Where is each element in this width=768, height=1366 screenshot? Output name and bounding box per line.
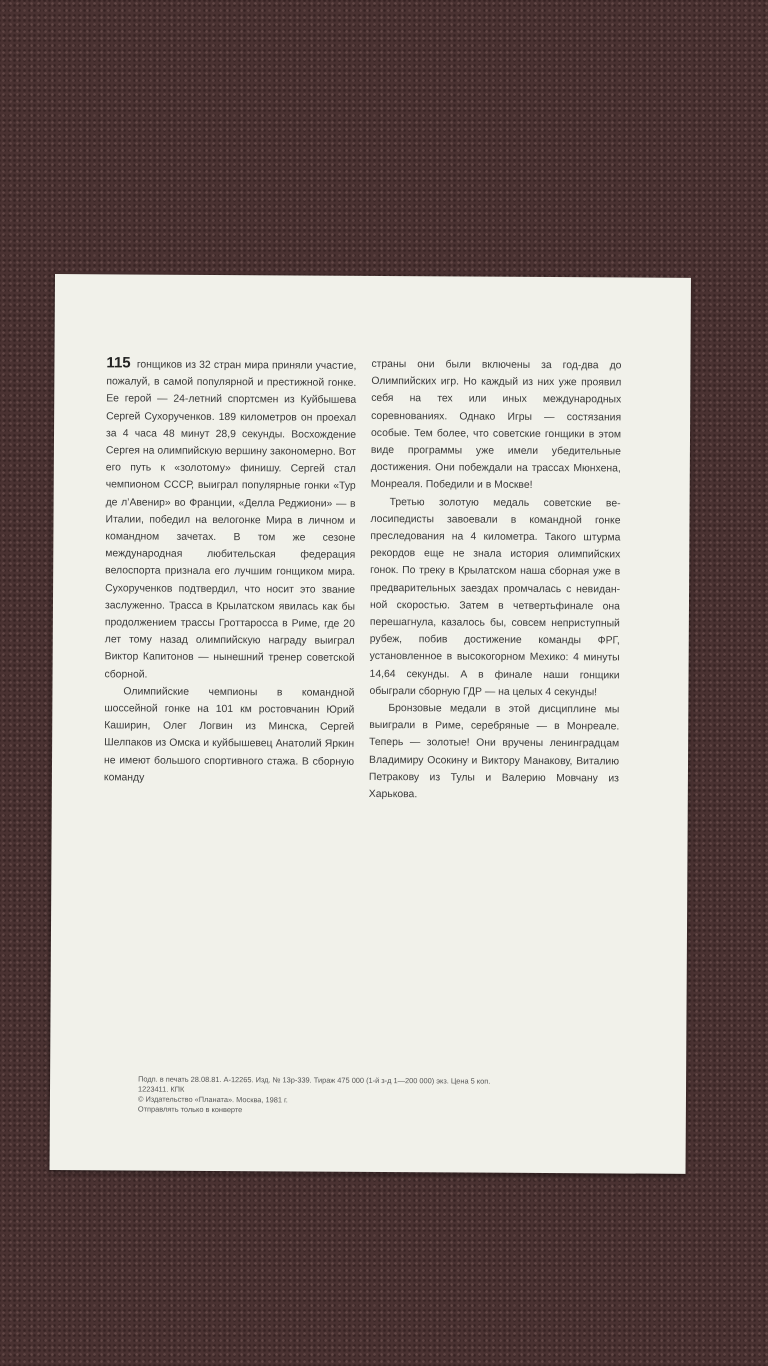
text-column-left — [104, 354, 357, 788]
imprint-line: Отправлять только в конверте — [137, 1104, 243, 1115]
imprint-line: © Издательство «Планата». Москва, 1981 г. — [137, 1094, 288, 1105]
paragraph-text: гонщиков из 32 стран мира приняли участие, пожалуй, в самой популярной и престижной гонке. Ее герой — 24-летний спортсмен из Куйбышева Сергей Сухорученков. 189 километров он проехал за 4 часа 48 минут 28,9 секунды. Восхождение Сергея на олимпийскую вершину закономерно. Вот его путь к «золотому» финишу. Сергей стал чемпионом СССР, выиграл популярные гонки «Тур де л’Авенир» во Франции, «Делла Реджиони» — в Италии, победил на велогонке Мира в личном и командном зачетах. В том же сезоне международная любительская федерация велоспорта признала его лучшим гонщиком мира. Сухорученков подтвердил, что носит это звание заслуженно. Трасса в Крылатском явилась как бы продолжением трассы Гроттаросса в Риме, где 20 лет тому назад олимпийскую награду выиграл Виктор Капитонов — нынешний тренер советской сборной. — [104, 359, 357, 681]
postcard-back — [50, 274, 691, 1174]
imprint-line: 1223411. КПК — [137, 1084, 185, 1094]
imprint-line: Подп. в печать 28.08.81. А-12265. Изд. № 13р-339. Тираж 475 000 (1-й з-д 1—200 000) экз. Цена 5 коп. — [138, 1074, 491, 1086]
paragraph — [105, 354, 357, 684]
paragraph: Третью золотую медаль советские велосипедисты завоевали в командной гонке преследования на 4 километра. Такого штурма рекордов еще не знала история олимпийских гонок. По треку в Крылатском наша сборная уже в предварительных заездах промчалась с невиданной скоростью. Затем в четвертьфинале она перешагнула, казалось бы, совсем неприступный рубеж, побив достижение команды ФРГ, установленное в высокогорном Мехико: 4 минуты 14,64 секунды. А в финале наши гонщики обыграли сборную ГДР — на целых 4 секунды! — [369, 496, 621, 699]
publishing-imprint — [138, 1075, 618, 1118]
paragraph: Олимпийские чемпионы в командной шоссейной гонке на 101 км ростовчанин Юрий Каширин, Олег Логвин из Минска, Сергей Шелпаков из Омска и куйбышевец Анатолий Яркин не имеют большого спортивного стажа. В сборную команду — [103, 686, 355, 784]
lead-number: 115 — [106, 354, 131, 372]
paragraph: Бронзовые медали в этой дисциплине мы выиграли в Риме, серебряные — в Монреале. Теперь — золотые! Они вручены ленинградцам Владимиру Осокину и Виктору Манакову, Виталию Петракову из Тулы и Валерию Мовчану из Харькова. — [368, 703, 620, 801]
text-column-right — [369, 356, 622, 805]
paragraph: страны они были включены за год-два до Олимпийских игр. Но каждый из них уже проявил себя на тех или иных международных соревнованиях. Однако Игры — состязания особые. Тем более, что советские гонщики в этом виде программы уже имели убедительные достижения. Они побеждали на трассах Мюнхена, Монреаля. Победили и в Москве! — [370, 358, 622, 492]
